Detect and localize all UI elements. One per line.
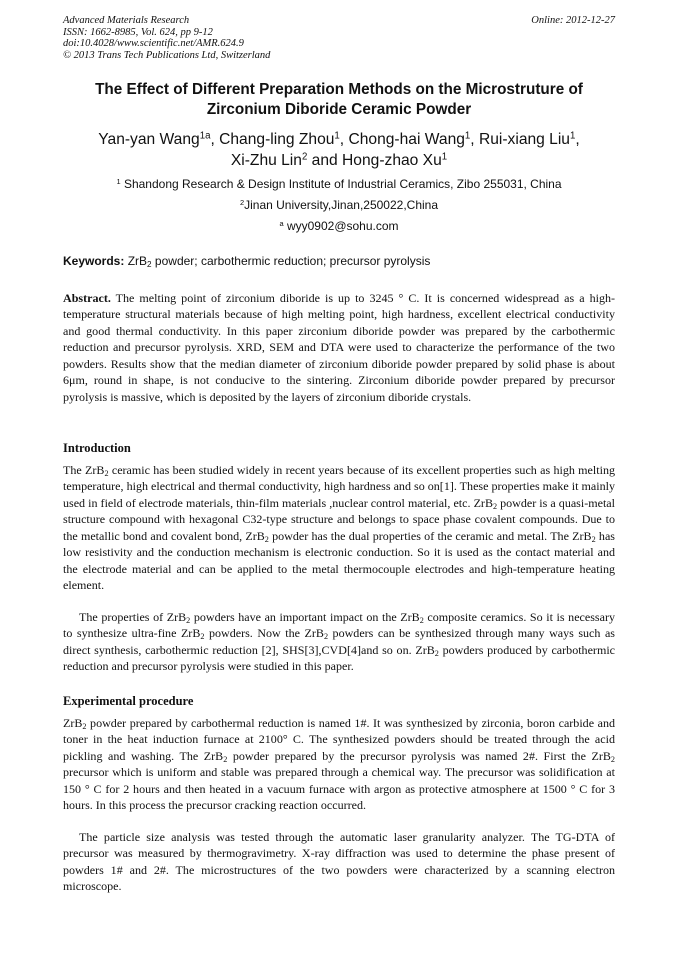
text-run: powder is a quasi-metal structure compound with hexagonal C32-type structure and belongs to space phase covalent compounds. Due to the metallic bond and covalent bond, ZrB bbox=[63, 495, 615, 543]
journal-copyright: © 2013 Trans Tech Publications Ltd, Switzerland bbox=[63, 49, 271, 61]
text-run: composite ceramics. So it is necessary to synthesize ultra-fine ZrB bbox=[63, 610, 615, 641]
subscript: 2 bbox=[610, 754, 615, 764]
affiliation-sup: 1 bbox=[116, 176, 121, 186]
subscript: 2 bbox=[419, 616, 424, 626]
affiliation-sup: 2 bbox=[239, 197, 245, 207]
author-sup: 1a bbox=[199, 130, 211, 142]
text-run: powder has the dual properties of the ceramic and metal. The ZrB bbox=[268, 528, 592, 543]
abstract-text: The melting point of zirconium diboride is up to 3245 ° C. It is concerned widespread as a high-temperature structural materials because of high melting point, high hardness, excellent electrical conductivity and good thermal conductivity. In this paper zirconium diboride powder was prepared by the carbothermic reduction and precursor pyrolysis. XRD, SEM and DTA were used to characterize the performance of the two powders. Results show that the median diameter of zirconium diboride powder prepared by solid phase is about 6μm, round in shape, is not conducive to the sintering. Zirconium diboride powder prepared by precursor pyrolysis is massive, which is deposited by the layers of zirconium diboride crystals. bbox=[63, 291, 616, 404]
author-name: Hong-zhao Xu bbox=[342, 152, 442, 169]
intro-paragraph-1 bbox=[63, 462, 615, 594]
text-run: has low resistivity and the conduction mechanism is electronic conduction. So it is used as the contact material and the electrode material and can be applied to the metal thermocouple electrodes and high-temperature heating element. bbox=[63, 528, 615, 593]
text-run: powder prepared by carbothermal reduction is named 1#. It was synthesized by zirconia, boron carbide and toner in the heat induction furnace at 2100° C. The synthesized powders should be treated through the acid pickling and washing. The ZrB bbox=[63, 716, 615, 763]
subscript: 2 bbox=[492, 501, 498, 511]
keywords bbox=[63, 254, 615, 269]
keyword-text: ZrB bbox=[127, 254, 148, 268]
subscript: 2 bbox=[82, 722, 87, 732]
author-sup: 1 bbox=[441, 151, 448, 163]
subscript: 2 bbox=[264, 534, 269, 544]
subscript: 2 bbox=[186, 616, 191, 626]
author-line-1: Yan-yan Wang$^{1a}$, Chang-ling Zhou$^1$, Chong-hai Wang$^1$, Rui-xiang Liu$^1$, bbox=[98, 130, 580, 148]
paper-title-line-2: Zirconium Diboride Ceramic Powder bbox=[206, 101, 472, 118]
text-run: powders have an important impact on the ZrB bbox=[190, 610, 420, 624]
author-name: Rui-xiang Liu bbox=[478, 131, 570, 148]
author-line-2 bbox=[60, 150, 618, 171]
author-name: Xi-Zhu Lin bbox=[230, 152, 302, 169]
affiliation-text: Jinan University,Jinan,250022,China bbox=[244, 198, 439, 212]
paper-title bbox=[60, 80, 618, 120]
author-name: Chong-hai Wang bbox=[348, 131, 465, 148]
keyword-text: powder; carbothermic reduction; precursor pyrolysis bbox=[151, 254, 431, 268]
text-run: powder prepared by the precursor pyrolysis was named 2#. First the ZrB bbox=[227, 748, 611, 763]
paper-title-line-1: The Effect of Different Preparation Methods on the Microstruture of bbox=[95, 81, 583, 98]
affiliation-1 bbox=[60, 177, 618, 192]
journal-issn: ISSN: 1662-8985, Vol. 624, pp 9-12 bbox=[63, 26, 213, 38]
subscript: 2 bbox=[434, 648, 439, 658]
section-heading-experimental: Experimental procedure bbox=[63, 694, 194, 708]
experimental-paragraph-2: The particle size analysis was tested through the automatic laser granularity analyzer. The TG-DTA of precursor was measured by thermogravimetry. X-ray diffraction was used to determine the phase present of powders 1# and 2#. The microstructures of the two powders were characterized by a scanning electron microscope. bbox=[63, 830, 615, 894]
abstract-label: Abstract. bbox=[63, 291, 111, 305]
author-sup: 1 bbox=[569, 130, 576, 142]
author-and: and bbox=[311, 152, 338, 169]
affiliation-text: Shandong Research & Design Institute of Industrial Ceramics, Zibo 255031, China bbox=[123, 177, 562, 191]
subscript: 2 bbox=[323, 632, 329, 642]
journal-header bbox=[63, 15, 270, 61]
email-text: wyy0902@sohu.com bbox=[286, 219, 399, 233]
text-run: powders. Now the ZrB bbox=[204, 626, 324, 641]
author-list bbox=[60, 129, 618, 171]
author-sup: 2 bbox=[301, 151, 308, 163]
email-sup: a bbox=[279, 218, 284, 228]
text-run: ceramic has been studied widely in recent years because of its excellent properties such as high melting temperature, high electrical and thermal conductivity, high hardness and so on[1]. These properties make it mainly used in field of electrode materials, thin-film materials ,nuclear control material, etc. ZrB bbox=[63, 463, 615, 510]
intro-paragraph-2 bbox=[63, 609, 615, 675]
abstract bbox=[63, 290, 615, 405]
text-run: The ZrB bbox=[63, 463, 105, 477]
subscript: 2 bbox=[104, 469, 109, 479]
text-run: powders produced by carbothermic reduction and precursor pyrolysis were studied in this paper. bbox=[63, 642, 616, 674]
author-sup: 1 bbox=[464, 130, 471, 142]
author-name: Yan-yan Wang bbox=[98, 131, 200, 148]
author-name: Chang-ling Zhou bbox=[219, 131, 335, 148]
keyword-sub: 2 bbox=[147, 260, 152, 270]
text-run: The properties of ZrB bbox=[79, 610, 187, 624]
section-heading-introduction: Introduction bbox=[63, 441, 131, 455]
journal-doi: doi:10.4028/www.scientific.net/AMR.624.9 bbox=[63, 38, 244, 50]
author-sup: 1 bbox=[334, 130, 340, 142]
text-run: powders can be synthesized through many ways such as direct synthesis, carbothermic reduction [2], SHS[3],CVD[4]and so on. ZrB bbox=[63, 626, 615, 657]
subscript: 2 bbox=[200, 632, 205, 642]
online-date: Online: 2012-12-27 bbox=[531, 15, 615, 26]
journal-name: Advanced Materials Research bbox=[63, 15, 190, 26]
subscript: 2 bbox=[591, 534, 596, 544]
subscript: 2 bbox=[223, 754, 228, 764]
affiliation-2 bbox=[60, 198, 618, 213]
experimental-paragraph-1 bbox=[63, 715, 615, 814]
author-email bbox=[60, 219, 618, 234]
text-run: precursor which is uniform and stable was prepared through a chemical way. The precursor was solidification at 150 ° C for 2 hours and then heated in a vacuum furnace with argon as protective atmosphere at 1500 ° C for 3 hours. In this process the precursor cracking reaction occurred. bbox=[63, 765, 615, 813]
keywords-label: Keywords: bbox=[63, 254, 125, 268]
text-run: ZrB bbox=[63, 716, 83, 730]
